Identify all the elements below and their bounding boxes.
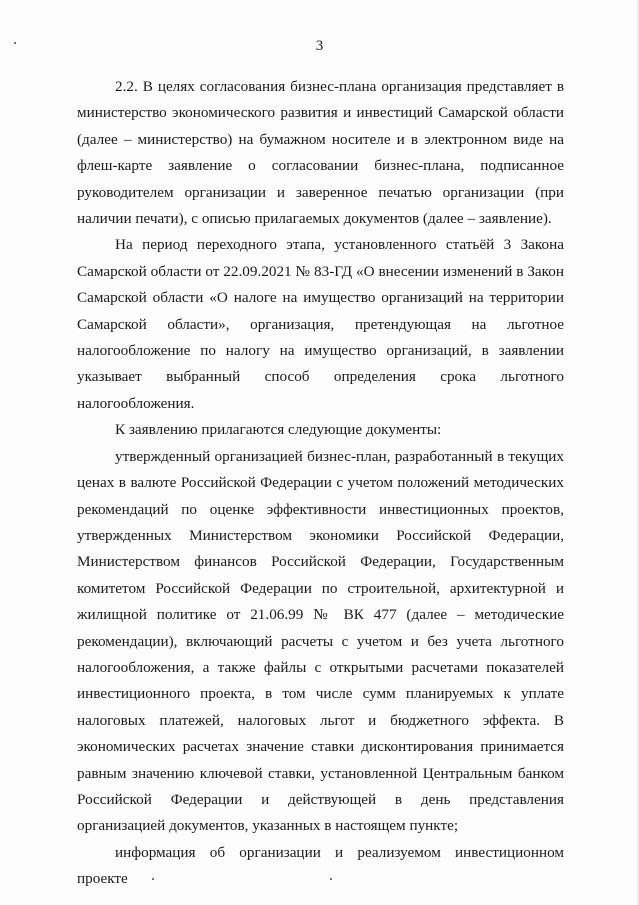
- paragraph-attached-documents-intro: К заявлению прилагаются следующие документы:: [115, 421, 442, 439]
- paragraph-transition-period: На период переходного этапа, установленного статьёй 3 Закона Самарской области от 22.09.2021 № 83-ГД «О внесении изменений в Закон Самарской области «О налоге на имущество организаций на территории Самарской области», организация, претендующая на льготное налогообложение по налогу на имущество организаций, в заявлении указывает выбранный способ определения срока льготного налогообложения.: [77, 236, 564, 412]
- page-number: 3: [315, 38, 324, 54]
- scan-speck: [152, 878, 154, 880]
- paragraph-approved-business-plan: утвержденный организацией бизнес-план, разработанный в текущих ценах в валюте Российской Федерации с учетом положений методических рекомендаций по оценке эффективности инвестиционных проектов, утвержденных Министерством экономики Российской Федерации, Министерством финансов Российской Федерации, Государственным комитетом Российской Федерации по строительной, архитектурной и жилищной политике от 21.06.99 № ВК 477 (далее – методические рекомендации), включающий расчеты с учетом и без учета льготного налогообложения, а также файлы с открытыми расчетами показателей инвестиционного проекта, в том числе сумм планируемых к уплате налоговых платежей, налоговых льгот и бюджетного эффекта. В экономических расчетах значение ставки дисконтирования принимается равным значению ключевой ставки, установленной Центральным банком Российской Федерации и действующей в день представления организацией документов, указанных в настоящем пункте;: [77, 447, 564, 835]
- scan-speck: [330, 878, 332, 880]
- scan-speck: [14, 42, 16, 44]
- document-body: [77, 74, 564, 893]
- paragraph-2-2-business-plan-submission: 2.2. В целях согласования бизнес-плана организация представляет в министерство экономического развития и инвестиций Самарской области (далее – министерство) на бумажном носителе и в электронном виде на флеш-карте заявление о согласовании бизнес-плана, подписанное руководителем организации и заверенное печатью организации (при наличии печати), с описью прилагаемых документов (далее – заявление).: [77, 78, 564, 228]
- paragraph-organization-information: информация об организации и реализуемом инвестиционном проекте: [77, 843, 564, 888]
